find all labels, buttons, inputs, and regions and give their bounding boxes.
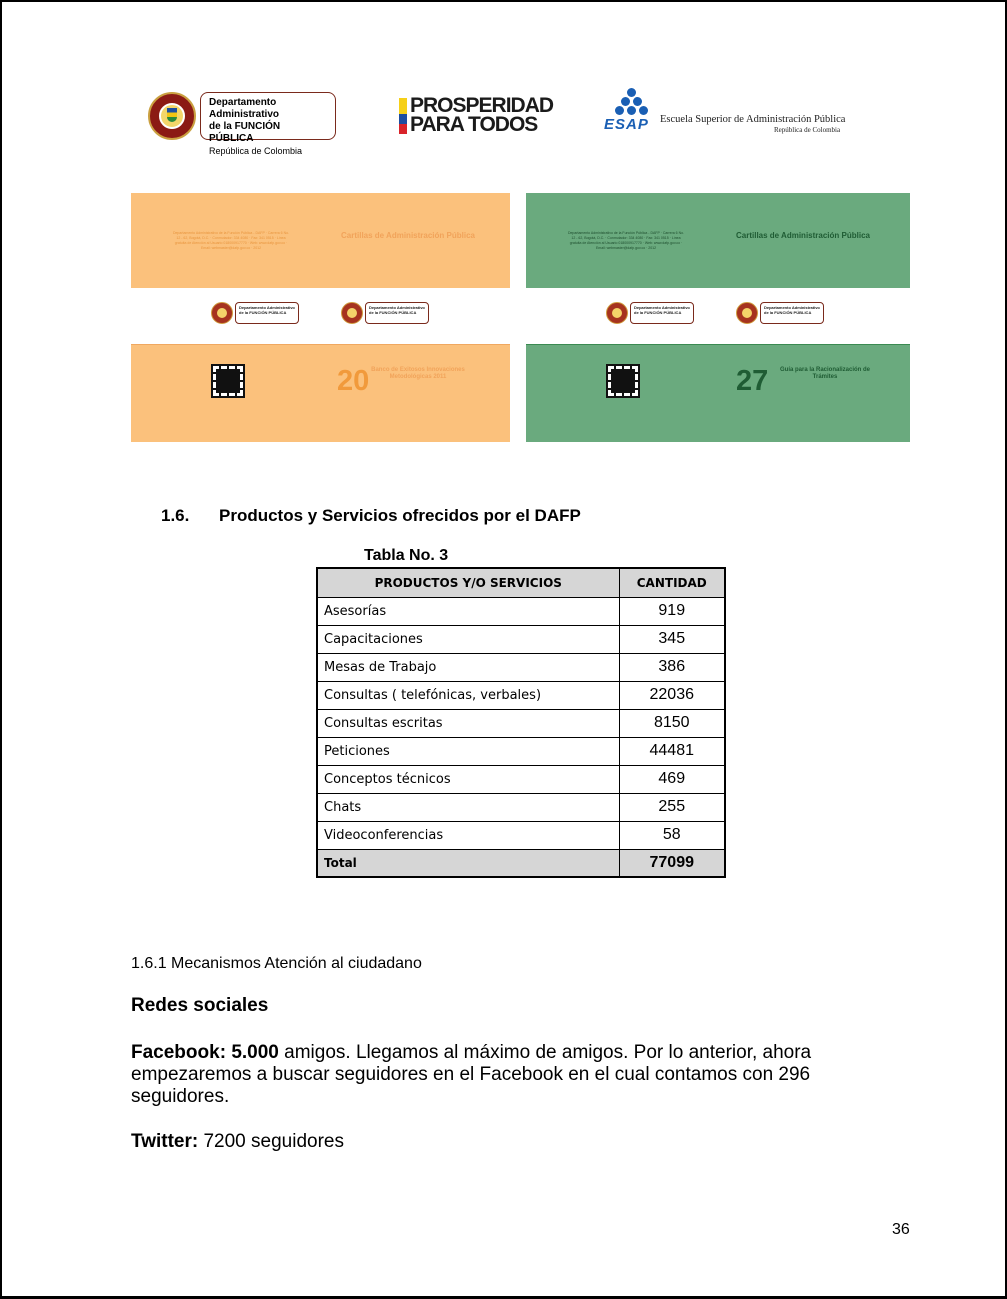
twitter-label: Twitter: bbox=[131, 1131, 199, 1152]
table-row bbox=[317, 597, 725, 625]
section-heading bbox=[161, 506, 581, 526]
row-name: Videoconferencias bbox=[317, 821, 619, 849]
row-quantity: 58 bbox=[619, 821, 725, 849]
cover-bottom-band bbox=[526, 344, 910, 442]
row-quantity: 44481 bbox=[619, 737, 725, 765]
row-name: Consultas ( telefónicas, verbales) bbox=[317, 681, 619, 709]
cover-logo-band bbox=[131, 288, 510, 338]
table-row bbox=[317, 821, 725, 849]
dafp-mini-logo bbox=[736, 300, 826, 326]
dafp-line3: República de Colombia bbox=[209, 146, 303, 156]
cover-20 bbox=[131, 193, 510, 442]
facebook-count: 5.000 bbox=[231, 1042, 279, 1063]
dafp-mini-logo bbox=[341, 300, 431, 326]
facebook-paragraph bbox=[131, 1042, 891, 1108]
total-quantity: 77099 bbox=[619, 849, 725, 877]
table-row bbox=[317, 625, 725, 653]
table-row bbox=[317, 765, 725, 793]
mini-logo-text: Departamento Administrativo de la FUNCIÓN PÚBLICA bbox=[630, 302, 694, 324]
prosperidad-logo bbox=[399, 94, 554, 136]
dafp-logo-text bbox=[200, 92, 336, 156]
cover-emblem-icon bbox=[213, 366, 243, 396]
row-name: Chats bbox=[317, 793, 619, 821]
social-heading: Redes sociales bbox=[131, 995, 269, 1016]
facebook-text: amigos. Llegamos al máximo de amigos. Por lo anterior, ahora empezaremos a buscar seguidores en el Facebook en el cual contamos con 296 seguidores. bbox=[131, 1042, 812, 1107]
prosperidad-line2: PARA TODOS bbox=[410, 113, 538, 136]
row-name: Capacitaciones bbox=[317, 625, 619, 653]
flag-bar-icon bbox=[399, 98, 407, 134]
page-number: 36 bbox=[892, 1221, 910, 1238]
table-row bbox=[317, 681, 725, 709]
row-quantity: 255 bbox=[619, 793, 725, 821]
header-quantity: CANTIDAD bbox=[619, 568, 725, 597]
row-quantity: 469 bbox=[619, 765, 725, 793]
twitter-text: 7200 seguidores bbox=[198, 1131, 344, 1152]
mini-logo-text: Departamento Administrativo de la FUNCIÓN PÚBLICA bbox=[760, 302, 824, 324]
products-table bbox=[316, 567, 726, 878]
cover-bottom-band bbox=[131, 344, 510, 442]
cover-top-band bbox=[131, 193, 510, 288]
cover-title: Banco de Exitosos Innovaciones Metodológicas 2011 bbox=[371, 367, 465, 380]
table-row bbox=[317, 653, 725, 681]
table-row bbox=[317, 709, 725, 737]
dafp-mini-logo bbox=[606, 300, 696, 326]
colombia-seal-icon bbox=[148, 92, 196, 140]
table-header-row bbox=[317, 568, 725, 597]
mini-logo-text: Departamento Administrativo de la FUNCIÓN PÚBLICA bbox=[365, 302, 429, 324]
esap-dots-icon bbox=[612, 88, 652, 118]
dafp-mini-logo bbox=[211, 300, 301, 326]
table-total-row bbox=[317, 849, 725, 877]
esap-sub: República de Colombia bbox=[774, 126, 841, 134]
prosperidad-text bbox=[410, 96, 553, 134]
cover-number: 20 bbox=[337, 365, 370, 397]
cover-top-band bbox=[526, 193, 910, 288]
subsection-heading: 1.6.1 Mecanismos Atención al ciudadano bbox=[131, 955, 422, 972]
mini-logo-text: Departamento Administrativo de la FUNCIÓN PÚBLICA bbox=[235, 302, 299, 324]
table-row bbox=[317, 793, 725, 821]
esap-name: Escuela Superior de Administración Pública bbox=[660, 114, 846, 125]
cover-address: Departamento Administrativo de la Función Pública - DAFP · Carrera 6 No. 12 - 62, Bogotá, D.C. · Conmutador: 334 4080 · Fax: 341 0515 · Línea gratuita de Atención al Usuario 018000917770 · Web: www.dafp.gov.co · Email: webmaster@dafp.gov.co · 2012 bbox=[567, 231, 685, 250]
cover-logo-band bbox=[526, 288, 910, 338]
header-products: PRODUCTOS Y/O SERVICIOS bbox=[317, 568, 619, 597]
row-name: Consultas escritas bbox=[317, 709, 619, 737]
dafp-line1: Departamento Administrativo bbox=[209, 97, 280, 120]
row-quantity: 919 bbox=[619, 597, 725, 625]
row-quantity: 345 bbox=[619, 625, 725, 653]
row-name: Mesas de Trabajo bbox=[317, 653, 619, 681]
section-number: 1.6. bbox=[161, 506, 190, 525]
row-name: Peticiones bbox=[317, 737, 619, 765]
cover-emblem-icon bbox=[608, 366, 638, 396]
cover-address: Departamento Administrativo de la Función Pública - DAFP · Carrera 6 No. 12 - 62, Bogotá, D.C. · Conmutador: 334 4080 · Fax: 341 0515 · Línea gratuita de Atención al Usuario 018000917770 · Web: www.dafp.gov.co · Email: webmaster@dafp.gov.co · 2012 bbox=[172, 231, 290, 250]
facebook-label: Facebook: bbox=[131, 1042, 227, 1063]
cover-title: Guía para la Racionalización de Trámites bbox=[779, 367, 871, 380]
total-label: Total bbox=[317, 849, 619, 877]
cover-number: 27 bbox=[736, 365, 769, 397]
esap-logo bbox=[604, 88, 846, 134]
table-row bbox=[317, 737, 725, 765]
esap-word: ESAP bbox=[604, 116, 649, 133]
twitter-paragraph bbox=[131, 1131, 891, 1153]
dafp-line2: de la FUNCIÓN PÚBLICA bbox=[209, 121, 281, 144]
section-title: Productos y Servicios ofrecidos por el DAFP bbox=[219, 506, 581, 525]
cover-series: Cartillas de Administración Pública bbox=[341, 231, 475, 240]
prosperidad-line1: PROSPERIDAD bbox=[410, 94, 554, 117]
table-caption: Tabla No. 3 bbox=[364, 547, 449, 564]
row-quantity: 386 bbox=[619, 653, 725, 681]
row-quantity: 22036 bbox=[619, 681, 725, 709]
row-quantity: 8150 bbox=[619, 709, 725, 737]
cover-27 bbox=[526, 193, 910, 442]
row-name: Conceptos técnicos bbox=[317, 765, 619, 793]
dafp-logo bbox=[148, 92, 338, 156]
row-name: Asesorías bbox=[317, 597, 619, 625]
cover-series: Cartillas de Administración Pública bbox=[736, 231, 870, 240]
